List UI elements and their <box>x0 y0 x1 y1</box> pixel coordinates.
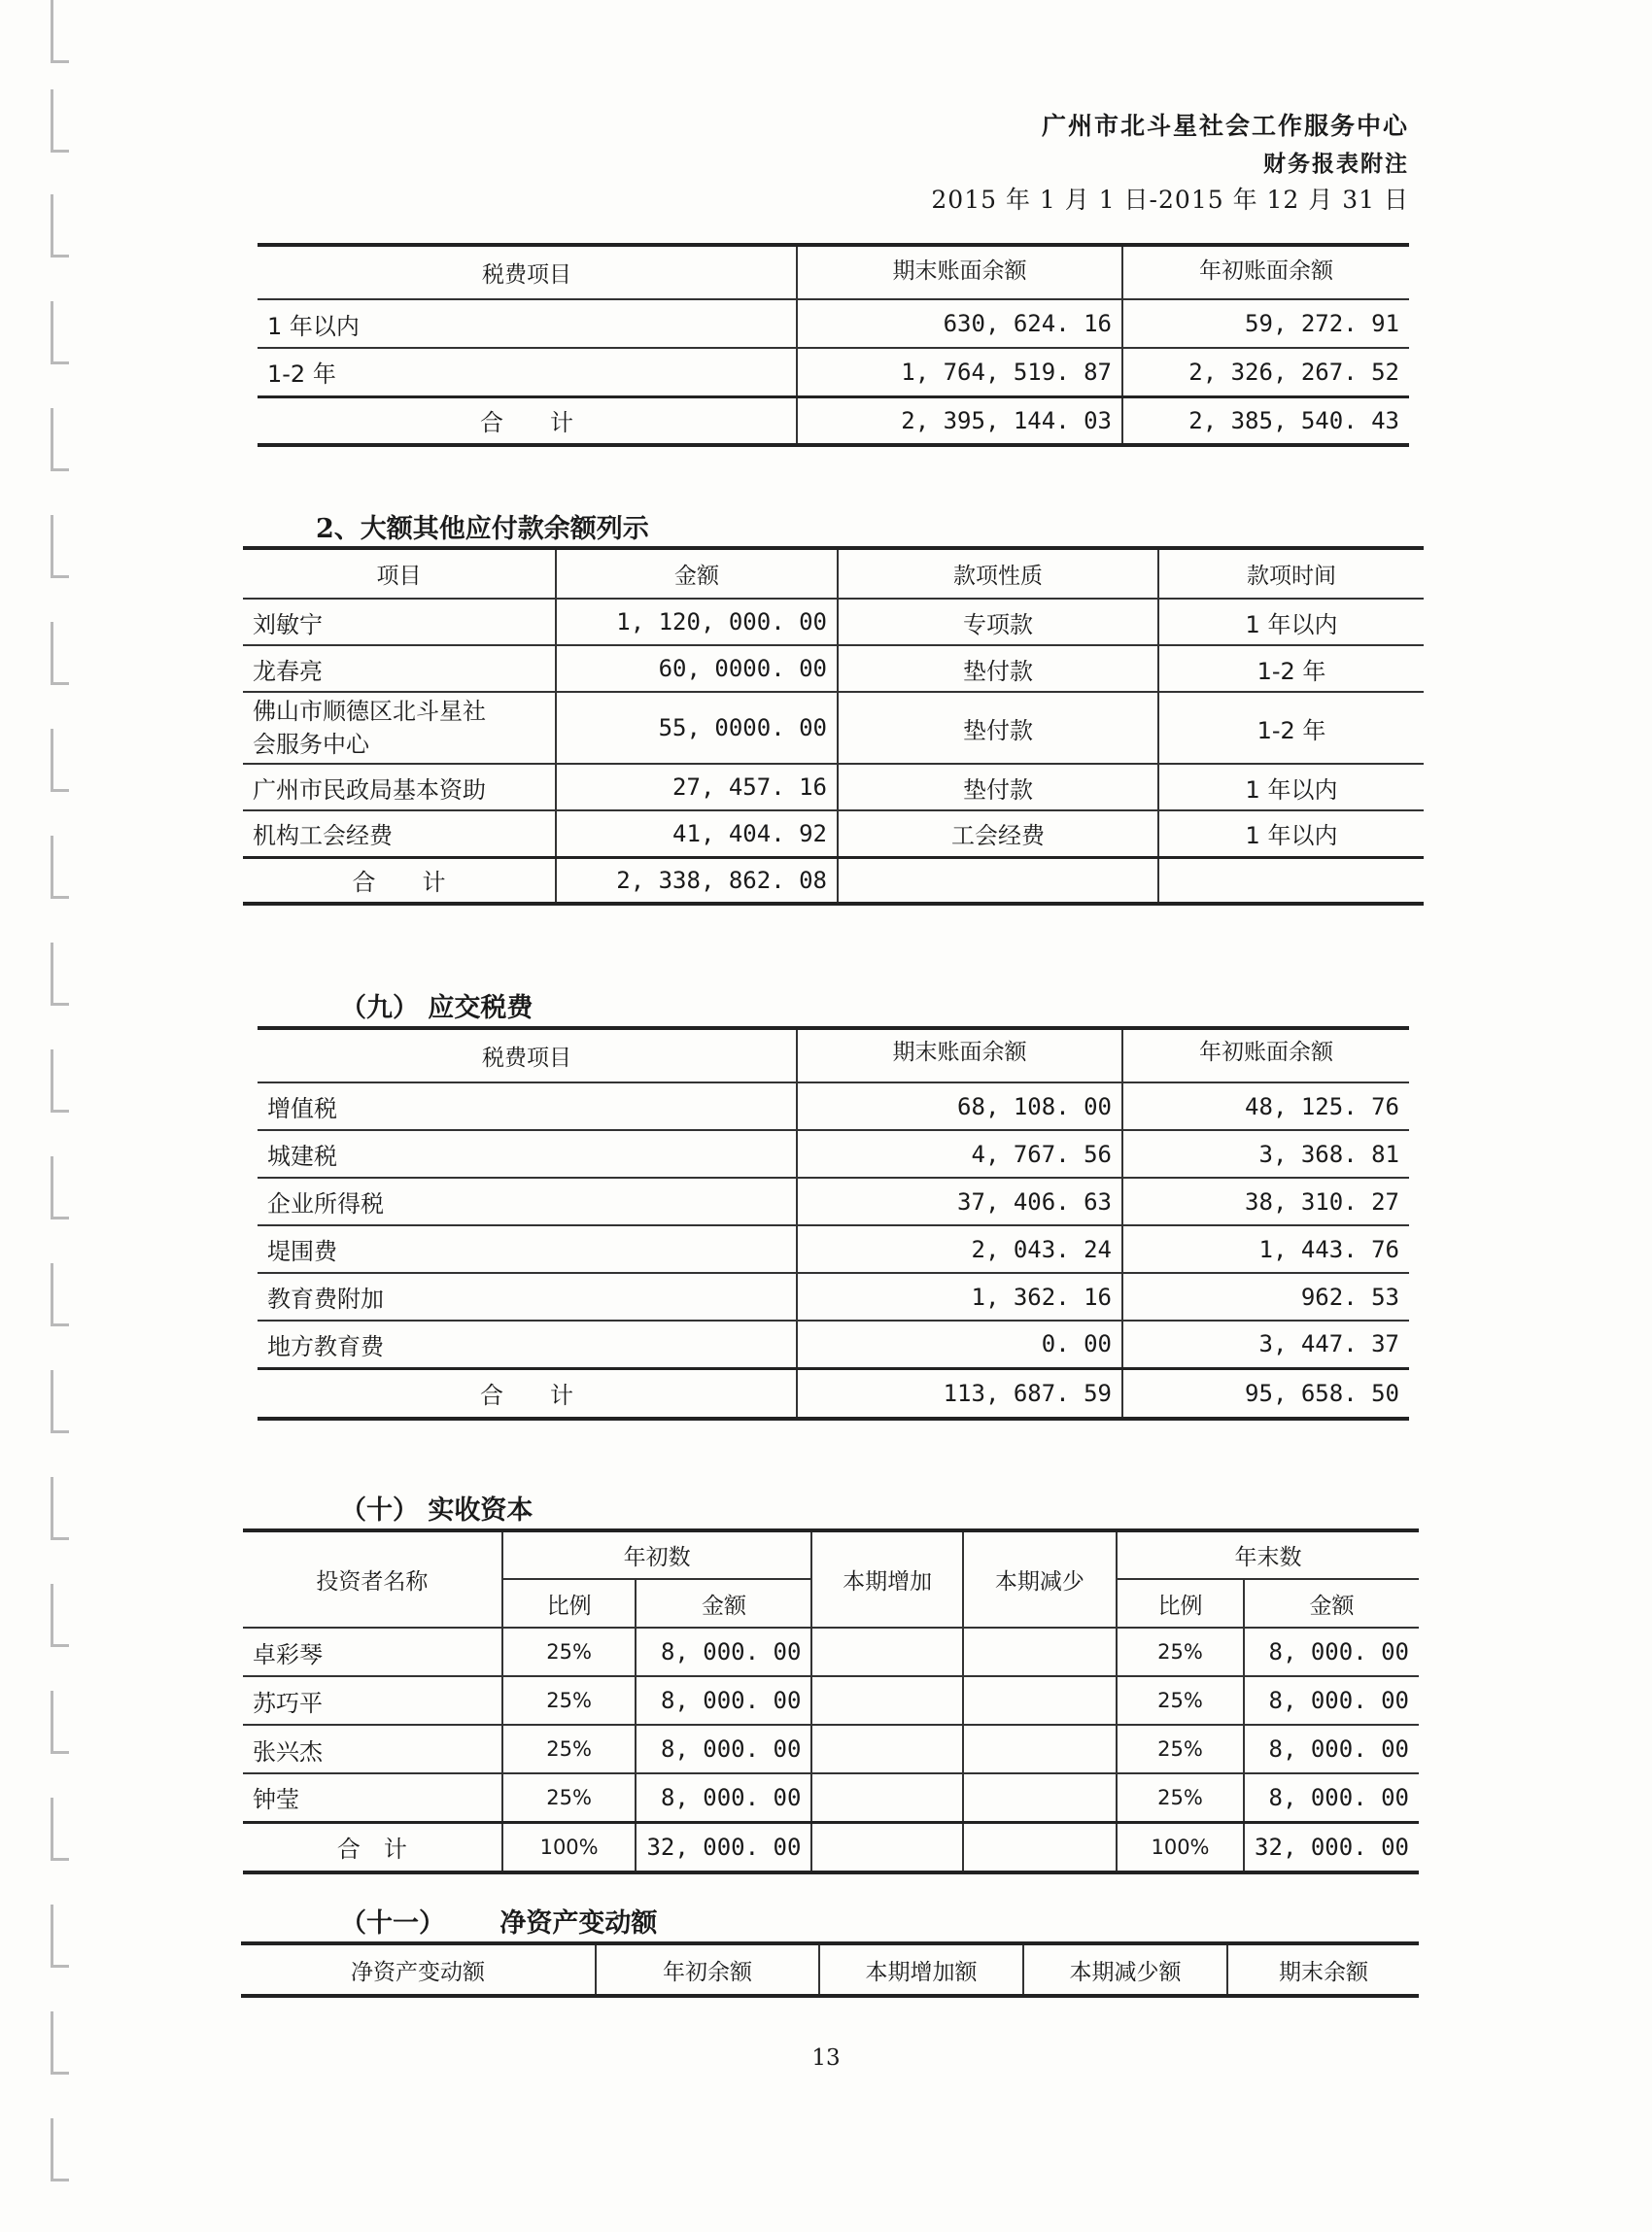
org-name: 广州市北斗星社会工作服务中心 <box>1041 112 1409 140</box>
header-cell: 净资产变动额 <box>241 1943 596 1996</box>
table-row: 企业所得税 37, 406. 63 38, 310. 27 <box>258 1178 1409 1225</box>
header-cell: 比例 <box>502 1579 637 1628</box>
header-cell: 年初账面余额 <box>1122 1028 1409 1082</box>
net-assets-table <box>241 1941 1419 1998</box>
header-cell: 款项时间 <box>1158 548 1424 599</box>
header-cell: 期末账面余额 <box>797 1028 1122 1082</box>
table-row: 1 年以内 630, 624. 16 59, 272. 91 <box>258 299 1409 348</box>
table-row: 机构工会经费 41, 404. 92 工会经费 1 年以内 <box>243 810 1424 857</box>
table-row: 佛山市顺德区北斗星社 会服务中心 55, 0000. 00 垫付款 1-2 年 <box>243 692 1424 764</box>
total-row: 合 计 100% 32, 000. 00 100% 32, 000. 00 <box>243 1822 1419 1872</box>
report-period: 2015 年 1 月 1 日-2015 年 12 月 31 日 <box>931 186 1409 214</box>
binding-holes <box>0 0 87 2232</box>
header-cell: 本期减少 <box>963 1530 1117 1628</box>
header-cell: 本期增加 <box>811 1530 962 1628</box>
table-row: 城建税 4, 767. 56 3, 368. 81 <box>258 1130 1409 1178</box>
header-cell: 本期减少额 <box>1023 1943 1227 1996</box>
taxes-payable-table <box>258 1026 1409 1421</box>
total-row: 合 计 2, 338, 862. 08 <box>243 857 1424 904</box>
section-title-taxes-payable: （九） 应交税费 <box>340 993 533 1023</box>
table-row: 钟莹 25% 8, 000. 00 25% 8, 000. 00 <box>243 1773 1419 1822</box>
header-cell: 比例 <box>1117 1579 1244 1628</box>
header-cell: 年初账面余额 <box>1122 245 1409 299</box>
table-row: 堤围费 2, 043. 24 1, 443. 76 <box>258 1225 1409 1273</box>
aging-table <box>258 243 1409 447</box>
header-cell: 金额 <box>1244 1579 1419 1628</box>
header-cell: 本期增加额 <box>819 1943 1023 1996</box>
page-number: 13 <box>811 2045 841 2071</box>
section-title-large-payables: 2、大额其他应付款余额列示 <box>316 514 649 544</box>
header-cell: 年初数 <box>502 1530 812 1579</box>
table-row: 地方教育费 0. 00 3, 447. 37 <box>258 1321 1409 1368</box>
header-cell: 项目 <box>243 548 556 599</box>
header-cell: 金额 <box>556 548 838 599</box>
table-row: 刘敏宁 1, 120, 000. 00 专项款 1 年以内 <box>243 599 1424 645</box>
table-row: 张兴杰 25% 8, 000. 00 25% 8, 000. 00 <box>243 1725 1419 1773</box>
header-cell: 年初余额 <box>596 1943 819 1996</box>
header-cell: 期末余额 <box>1227 1943 1419 1996</box>
header-cell: 金额 <box>636 1579 811 1628</box>
header-cell: 款项性质 <box>838 548 1158 599</box>
header-cell: 税费项目 <box>258 245 797 299</box>
table-row: 龙春亮 60, 0000. 00 垫付款 1-2 年 <box>243 645 1424 692</box>
header-cell: 投资者名称 <box>243 1530 502 1628</box>
large-payables-table <box>243 546 1424 906</box>
total-row: 合 计 2, 395, 144. 03 2, 385, 540. 43 <box>258 396 1409 445</box>
table-row: 广州市民政局基本资助 27, 457. 16 垫付款 1 年以内 <box>243 764 1424 810</box>
section-title-net-assets: （十一） 净资产变动额 <box>340 1908 658 1939</box>
header-cell: 年末数 <box>1117 1530 1419 1579</box>
table-row: 增值税 68, 108. 00 48, 125. 76 <box>258 1082 1409 1130</box>
total-row: 合 计 113, 687. 59 95, 658. 50 <box>258 1368 1409 1419</box>
header-cell: 税费项目 <box>258 1028 797 1082</box>
section-title-paid-in-capital: （十） 实收资本 <box>340 1495 533 1526</box>
table-row: 苏巧平 25% 8, 000. 00 25% 8, 000. 00 <box>243 1676 1419 1725</box>
header-cell: 期末账面余额 <box>797 245 1122 299</box>
table-row: 1-2 年 1, 764, 519. 87 2, 326, 267. 52 <box>258 348 1409 396</box>
report-subtitle: 财务报表附注 <box>1263 151 1409 177</box>
table-row: 教育费附加 1, 362. 16 962. 53 <box>258 1273 1409 1321</box>
paid-in-capital-table <box>243 1528 1419 1874</box>
table-row: 卓彩琴 25% 8, 000. 00 25% 8, 000. 00 <box>243 1628 1419 1676</box>
